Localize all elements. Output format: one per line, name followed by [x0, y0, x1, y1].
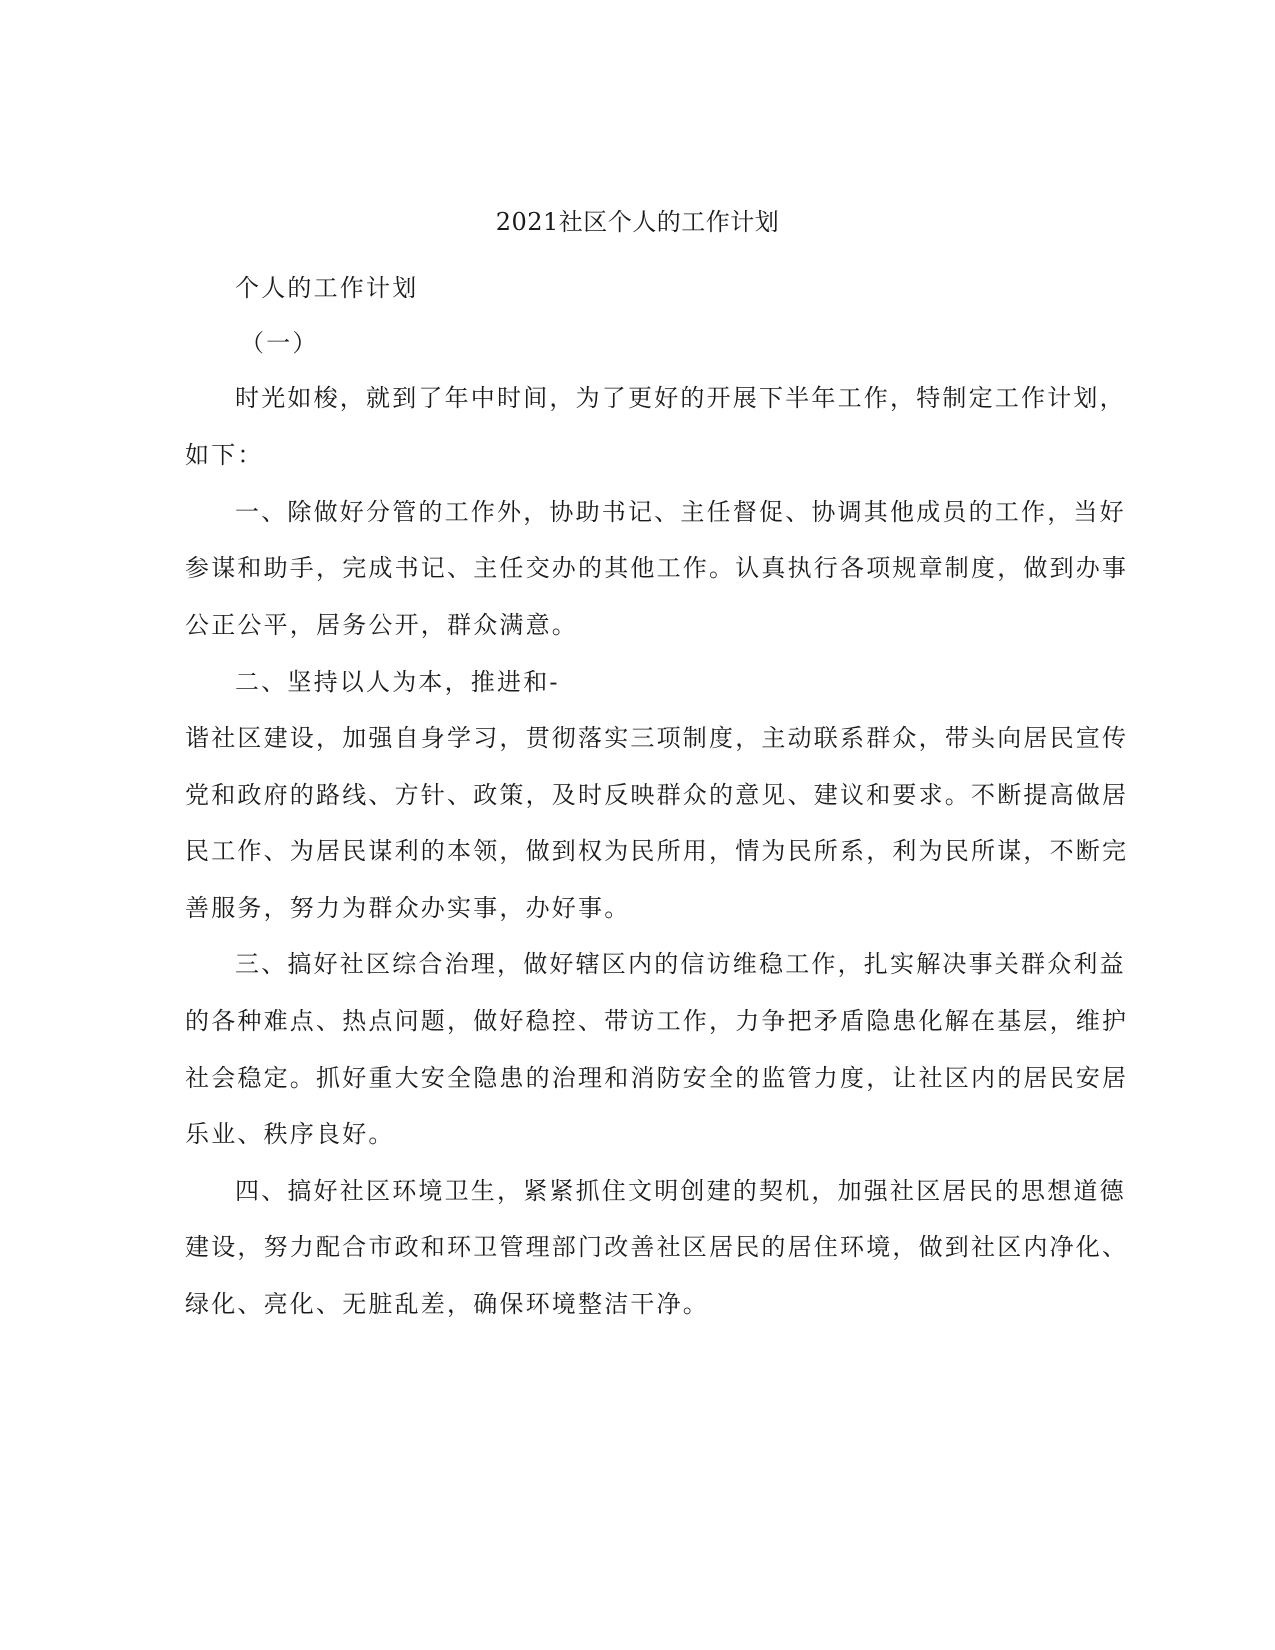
paragraph-line: 民工作、为居民谋利的本领，做到权为民所用，情为民所系，利为民所谋，不断完 — [185, 837, 1129, 865]
document-title: 2021社区个人的工作计划 — [495, 208, 780, 236]
paragraph-line: 参谋和助手，完成书记、主任交办的其他工作。认真执行各项规章制度，做到办事 — [185, 554, 1129, 582]
paragraph-line: 时光如梭，就到了年中时间，为了更好的开展下半年工作，特制定工作计划， — [235, 384, 1126, 412]
paragraph-line: 四、搞好社区环境卫生，紧紧抓住文明创建的契机，加强社区居民的思想道德 — [235, 1177, 1126, 1205]
paragraph-line: 谐社区建设，加强自身学习，贯彻落实三项制度，主动联系群众，带头向居民宣传 — [185, 724, 1129, 752]
paragraph-line: 三、搞好社区综合治理，做好辖区内的信访维稳工作，扎实解决事关群众利益 — [235, 950, 1126, 978]
paragraph-line: 绿化、亮化、无脏乱差，确保环境整洁干净。 — [185, 1290, 709, 1318]
paragraph-line: 如下： — [185, 441, 264, 469]
subtitle: 个人的工作计划 — [235, 274, 419, 302]
paragraph-line: 党和政府的路线、方针、政策，及时反映群众的意见、建议和要求。不断提高做居 — [185, 781, 1129, 809]
paragraph-line: 公正公平，居务公开，群众满意。 — [185, 611, 578, 639]
paragraph-line: 一、除做好分管的工作外，协助书记、主任督促、协调其他成员的工作，当好 — [235, 498, 1126, 526]
paragraph-line: 乐业、秩序良好。 — [185, 1120, 395, 1148]
paragraph-line: 建设，努力配合市政和环卫管理部门改善社区居民的居住环境，做到社区内净化、 — [185, 1233, 1129, 1261]
paragraph-line: 二、坚持以人为本，推进和- — [235, 668, 560, 696]
paragraph-line: 善服务，努力为群众办实事，办好事。 — [185, 894, 631, 922]
paragraph-line: 社会稳定。抓好重大安全隐患的治理和消防安全的监管力度，让社区内的居民安居 — [185, 1064, 1129, 1092]
section-marker: （一） — [240, 329, 319, 357]
paragraph-line: 的各种难点、热点问题，做好稳控、带访工作，力争把矛盾隐患化解在基层，维护 — [185, 1007, 1129, 1035]
